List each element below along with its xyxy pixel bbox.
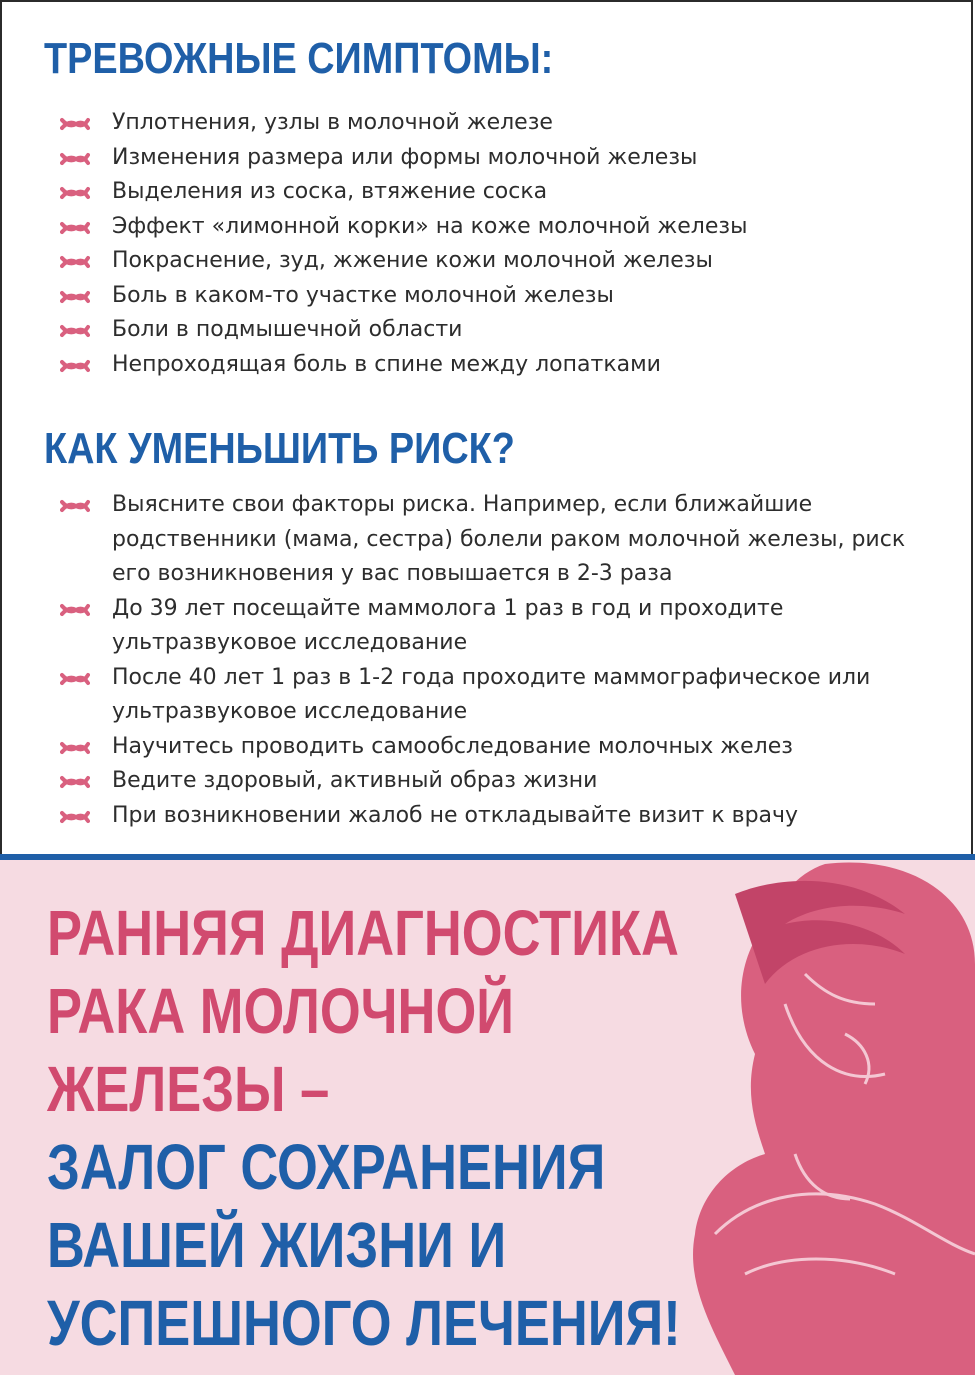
risk-text: До 39 лет посещайте маммолога 1 раз в год и проходите ультразвуковое исследование	[112, 595, 784, 655]
ribbon-icon	[60, 219, 90, 237]
list-item	[60, 661, 920, 730]
slogan-pink-line: ЖЕЛЕЗЫ –	[47, 1053, 330, 1125]
ribbon-icon	[60, 601, 90, 619]
list-item	[60, 799, 920, 834]
risk-list	[60, 488, 920, 833]
symptom-text: Уплотнения, узлы в молочной железе	[112, 110, 553, 135]
slogan	[47, 894, 681, 1362]
list-item	[60, 592, 920, 661]
symptom-text: Покраснение, зуд, жжение кожи молочной железы	[112, 248, 713, 273]
risk-text: Выясните свои факторы риска. Например, если ближайшие родственники (мама, сестра) болели раком молочной железы, риск его возникновения у вас повышается в 2-3 раза	[112, 492, 906, 586]
symptom-text: Боли в подмышечной области	[112, 317, 463, 342]
ribbon-icon	[60, 773, 90, 791]
symptom-text: Выделения из соска, втяжение соска	[112, 179, 548, 204]
risk-heading: КАК УМЕНЬШИТЬ РИСК?	[44, 424, 515, 473]
slogan-pink-line: РАКА МОЛОЧНОЙ	[47, 975, 514, 1047]
symptom-text: Изменения размера или формы молочной железы	[112, 144, 698, 170]
slogan-blue-line: ВАШЕЙ ЖИЗНИ И	[47, 1209, 507, 1281]
ribbon-icon	[60, 497, 90, 515]
list-item	[60, 244, 920, 279]
risk-text: Научитесь проводить самообследование молочных желез	[112, 733, 793, 759]
slogan-pink-line: РАННЯЯ ДИАГНОСТИКА	[47, 897, 679, 969]
ribbon-icon	[60, 322, 90, 340]
risk-text: После 40 лет 1 раз в 1-2 года проходите маммографическое или ультразвуковое исследование	[112, 664, 871, 724]
symptom-text: Непроходящая боль в спине между лопатками	[112, 351, 661, 377]
ribbon-icon	[60, 288, 90, 306]
symptoms-list	[60, 106, 920, 382]
ribbon-icon	[60, 739, 90, 757]
slogan-panel	[0, 854, 975, 1375]
list-item	[60, 106, 920, 141]
ribbon-icon	[60, 150, 90, 168]
list-item	[60, 730, 920, 765]
woman-illustration	[675, 854, 975, 1375]
list-item	[60, 279, 920, 314]
list-item	[60, 488, 920, 592]
risk-text: Ведите здоровый, активный образ жизни	[112, 768, 598, 793]
list-item	[60, 348, 920, 383]
symptom-text: Эффект «лимонной корки» на коже молочной железы	[112, 213, 748, 239]
slogan-blue-line: УСПЕШНОГО ЛЕЧЕНИЯ!	[47, 1287, 681, 1359]
symptom-text: Боль в каком-то участке молочной железы	[112, 282, 614, 308]
list-item	[60, 210, 920, 245]
list-item	[60, 313, 920, 348]
list-item	[60, 764, 920, 799]
list-item	[60, 141, 920, 176]
slogan-blue-line: ЗАЛОГ СОХРАНЕНИЯ	[47, 1131, 606, 1203]
ribbon-icon	[60, 184, 90, 202]
list-item	[60, 175, 920, 210]
risk-text: При возникновении жалоб не откладывайте визит к врачу	[112, 802, 799, 828]
ribbon-icon	[60, 808, 90, 826]
ribbon-icon	[60, 253, 90, 271]
ribbon-icon	[60, 357, 90, 375]
ribbon-icon	[60, 115, 90, 133]
symptoms-heading: ТРЕВОЖНЫЕ СИМПТОМЫ:	[44, 34, 554, 83]
ribbon-icon	[60, 670, 90, 688]
